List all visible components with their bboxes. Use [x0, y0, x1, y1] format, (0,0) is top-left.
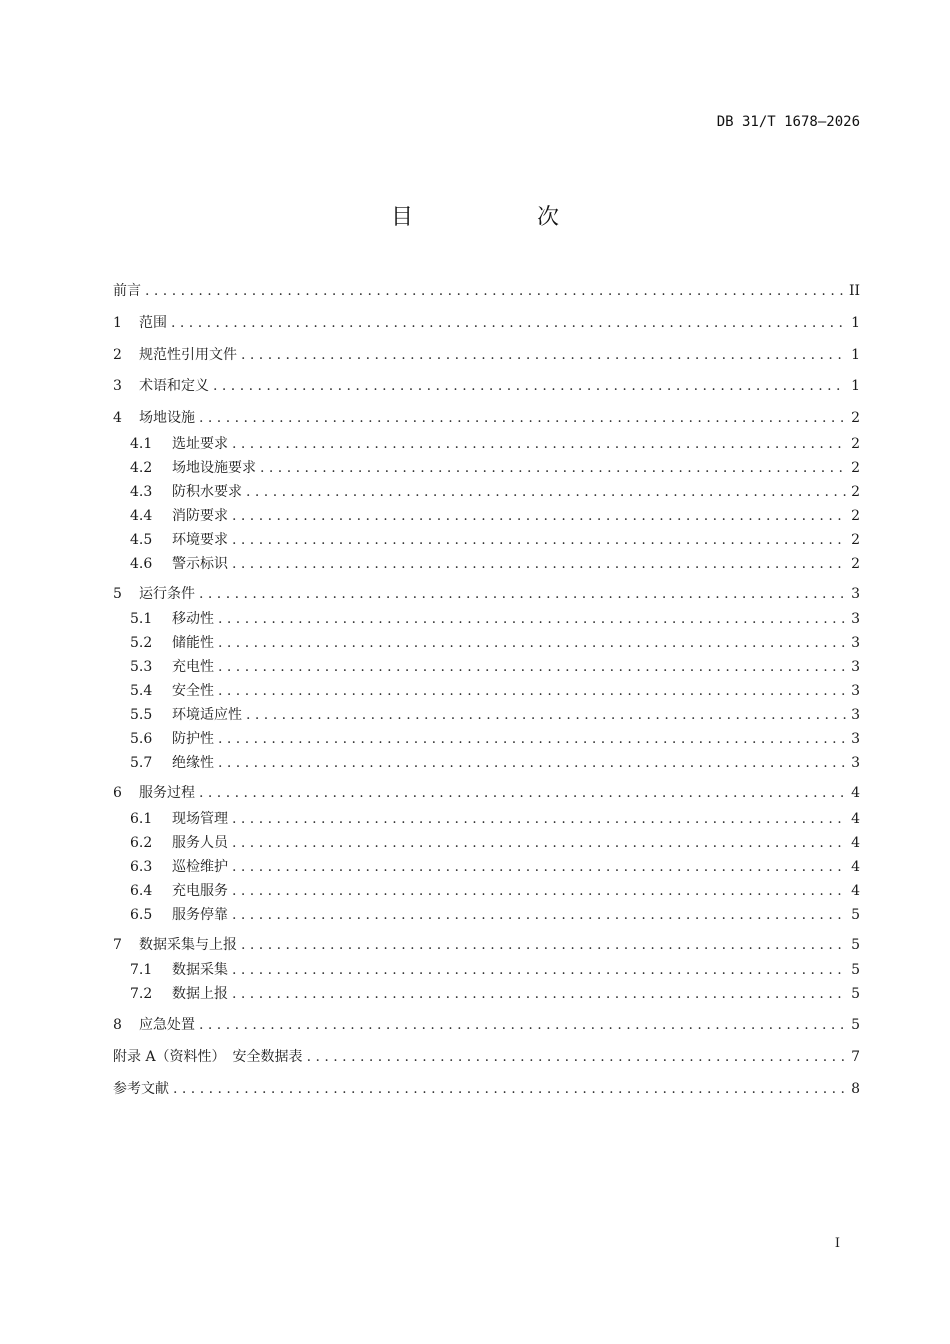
toc-entry[interactable]: [113, 936, 860, 954]
dot-leader: [213, 377, 846, 395]
dot-leader: [246, 706, 846, 724]
toc-entry[interactable]: [130, 531, 860, 549]
toc-entry-label: 充电性: [172, 659, 214, 675]
toc-entry-title: [130, 961, 228, 979]
dot-leader: [218, 754, 846, 772]
toc-entry-title: [130, 754, 214, 772]
dot-leader: [232, 858, 846, 876]
toc-entry-number: 5.6: [130, 731, 153, 747]
toc-entry-number: 6.3: [130, 859, 153, 875]
toc-title: [0, 200, 950, 231]
toc-entry-number: 5.2: [130, 635, 153, 651]
dot-leader: [218, 730, 846, 748]
dot-leader: [232, 555, 846, 573]
toc-entry-label: 绝缘性: [172, 755, 214, 771]
toc-entry-number: 5.5: [130, 707, 153, 723]
toc-entry-number: 7.2: [130, 986, 153, 1002]
toc-entry-label: 选址要求: [172, 436, 228, 452]
toc-entry-number: 4.3: [130, 484, 153, 500]
toc-entry-page: 5: [851, 986, 860, 1002]
toc-entry-page: 5: [851, 937, 860, 953]
toc-entry-page: 5: [851, 962, 860, 978]
toc-entry-label: 数据采集与上报: [139, 937, 237, 953]
toc-entry-label: 巡检维护: [172, 859, 228, 875]
dot-leader: [241, 346, 846, 364]
toc-entry-title: [113, 1016, 195, 1034]
toc-entry-label: 环境适应性: [172, 707, 242, 723]
toc-entry-label: 充电服务: [172, 883, 228, 899]
toc-entry-title: [113, 409, 195, 427]
dot-leader: [232, 834, 846, 852]
toc-entry-number: 4.2: [130, 460, 153, 476]
toc-entry[interactable]: [113, 784, 860, 802]
dot-leader: [218, 658, 846, 676]
toc-entry-label: 前言: [113, 283, 141, 299]
toc-entry-title: [113, 1080, 169, 1098]
toc-entry-number: 7.1: [130, 962, 153, 978]
dot-leader: [199, 784, 846, 802]
toc-entry-page: II: [848, 283, 860, 299]
toc-entry-title: [113, 1048, 303, 1066]
toc-entry-page: 2: [851, 410, 860, 426]
toc-entry-page: 4: [851, 785, 860, 801]
toc-entry-page: 3: [851, 755, 860, 771]
toc-entry-number: 6.5: [130, 907, 153, 923]
toc-entry[interactable]: [130, 658, 860, 676]
toc-entry-page: 1: [851, 315, 860, 331]
toc-entry[interactable]: [113, 282, 860, 300]
toc-entry-label: 运行条件: [139, 586, 195, 602]
toc-entry-title: [113, 585, 195, 603]
dot-leader: [232, 507, 846, 525]
toc-entry-title: [130, 906, 228, 924]
toc-entry-page: 2: [851, 484, 860, 500]
toc-entry-label: 环境要求: [172, 532, 228, 548]
toc-entry-page: 2: [851, 556, 860, 572]
dot-leader: [199, 585, 846, 603]
toc-entry-title: [113, 784, 195, 802]
dot-leader: [173, 1080, 846, 1098]
toc-entry-title: [130, 810, 228, 828]
toc-entry-page: 4: [851, 883, 860, 899]
toc-entry-label: 附录 A（资料性） 安全数据表: [113, 1049, 303, 1065]
dot-leader: [199, 1016, 846, 1034]
toc-entry-number: 4.4: [130, 508, 153, 524]
toc-entry[interactable]: [130, 961, 860, 979]
toc-entry-number: 4.6: [130, 556, 153, 572]
toc-entry-title: [130, 531, 228, 549]
toc-entry-title: [130, 658, 214, 676]
toc-entry[interactable]: [130, 682, 860, 700]
toc-entry-page: 5: [851, 1017, 860, 1033]
toc-entry-title: [130, 882, 228, 900]
dot-leader: [171, 314, 846, 332]
toc-entry-number: 5.7: [130, 755, 153, 771]
dot-leader: [232, 906, 846, 924]
toc-entry[interactable]: [130, 435, 860, 453]
toc-entry-page: 3: [851, 707, 860, 723]
toc-entry[interactable]: [113, 314, 860, 332]
toc-entry-title: [113, 314, 167, 332]
toc-entry-title: [130, 610, 214, 628]
toc-entry[interactable]: [113, 1080, 860, 1098]
toc-entry-page: 5: [851, 907, 860, 923]
toc-entry[interactable]: [130, 834, 860, 852]
toc-entry[interactable]: [130, 985, 860, 1003]
dot-leader: [232, 961, 846, 979]
toc-entry-label: 服务停靠: [172, 907, 228, 923]
toc-entry-number: 6: [113, 785, 122, 801]
toc-entry-title: [130, 985, 228, 1003]
toc-entry-title: [130, 483, 242, 501]
toc-entry[interactable]: [130, 882, 860, 900]
toc-entry-page: 4: [851, 811, 860, 827]
toc-entry-page: 7: [851, 1049, 860, 1065]
toc-title-char-1: 目: [390, 205, 413, 230]
toc-entry-label: 数据上报: [172, 986, 228, 1002]
dot-leader: [218, 634, 846, 652]
toc-entry-number: 6.4: [130, 883, 153, 899]
toc-entry-page: 3: [851, 683, 860, 699]
toc-entry[interactable]: [130, 507, 860, 525]
toc-entry[interactable]: [130, 906, 860, 924]
dot-leader: [241, 936, 846, 954]
dot-leader: [218, 610, 846, 628]
toc-entry-number: 7: [113, 937, 122, 953]
toc-entry-number: 1: [113, 315, 122, 331]
toc-entry-number: 5.3: [130, 659, 153, 675]
toc-entry[interactable]: [113, 377, 860, 395]
toc-entry-page: 2: [851, 508, 860, 524]
toc-entry-title: [130, 435, 228, 453]
toc-entry-title: [130, 634, 214, 652]
toc-entry-number: 5.1: [130, 611, 153, 627]
toc-entry-title: [130, 834, 228, 852]
toc-entry-page: 1: [851, 347, 860, 363]
toc-entry-title: [130, 555, 228, 573]
toc-entry-page: 3: [851, 731, 860, 747]
toc-entry[interactable]: [130, 610, 860, 628]
toc-entry-label: 应急处置: [139, 1017, 195, 1033]
dot-leader: [232, 531, 846, 549]
toc-entry-number: 3: [113, 378, 122, 394]
toc-entry-number: 4.1: [130, 436, 153, 452]
toc-entry[interactable]: [113, 409, 860, 427]
toc-entry-number: 5.4: [130, 683, 153, 699]
toc-entry-label: 术语和定义: [139, 378, 209, 394]
toc-entry-label: 规范性引用文件: [139, 347, 237, 363]
toc-entry-label: 安全性: [172, 683, 214, 699]
toc-entry-page: 1: [851, 378, 860, 394]
toc-entry-title: [113, 936, 237, 954]
toc-entry[interactable]: [113, 1048, 860, 1066]
toc-entry[interactable]: [130, 459, 860, 477]
toc-entry[interactable]: [130, 634, 860, 652]
toc-entry-number: 6.2: [130, 835, 153, 851]
toc-entry-page: 2: [851, 460, 860, 476]
toc-entry-label: 服务过程: [139, 785, 195, 801]
toc-entry[interactable]: [113, 346, 860, 364]
dot-leader: [218, 682, 846, 700]
toc-title-char-2: 次: [537, 205, 560, 230]
dot-leader: [232, 985, 846, 1003]
toc-entry-label: 警示标识: [172, 556, 228, 572]
toc-entry-label: 消防要求: [172, 508, 228, 524]
toc-entry-title: [130, 459, 256, 477]
toc-entry-number: 2: [113, 347, 122, 363]
toc-entry-page: 2: [851, 436, 860, 452]
toc-entry-label: 移动性: [172, 611, 214, 627]
toc-entry-number: 6.1: [130, 811, 153, 827]
toc-entry-page: 3: [851, 611, 860, 627]
toc-entry-label: 场地设施: [139, 410, 195, 426]
toc-entry-number: 8: [113, 1017, 122, 1033]
toc-entry-label: 范围: [139, 315, 167, 331]
dot-leader: [260, 459, 846, 477]
toc-entry-title: [130, 706, 242, 724]
page-number: I: [834, 1236, 840, 1251]
dot-leader: [199, 409, 846, 427]
toc-entry-title: [113, 282, 141, 300]
toc-entry-page: 4: [851, 835, 860, 851]
toc-entry[interactable]: [130, 858, 860, 876]
toc-entry[interactable]: [113, 1016, 860, 1034]
dot-leader: [145, 282, 845, 300]
toc-entry-number: 5: [113, 586, 122, 602]
toc-entry[interactable]: [130, 730, 860, 748]
toc-entry-number: 4: [113, 410, 122, 426]
toc-entry-label: 现场管理: [172, 811, 228, 827]
toc-entry-title: [130, 730, 214, 748]
toc-entry-label: 防积水要求: [172, 484, 242, 500]
dot-leader: [232, 810, 846, 828]
toc-entry-label: 服务人员: [172, 835, 228, 851]
toc-entry-label: 储能性: [172, 635, 214, 651]
toc-entry-page: 3: [851, 659, 860, 675]
dot-leader: [232, 435, 846, 453]
toc-entry[interactable]: [130, 555, 860, 573]
dot-leader: [232, 882, 846, 900]
toc-entry-label: 数据采集: [172, 962, 228, 978]
toc-entry-title: [130, 682, 214, 700]
toc-entry-page: 4: [851, 859, 860, 875]
toc-entry[interactable]: [130, 754, 860, 772]
toc-entry-page: 3: [851, 635, 860, 651]
toc-entry-number: 4.5: [130, 532, 153, 548]
toc-entry-label: 防护性: [172, 731, 214, 747]
toc-entry-page: 8: [851, 1081, 860, 1097]
dot-leader: [307, 1048, 846, 1066]
toc-entry-page: 3: [851, 586, 860, 602]
toc-entry-title: [130, 858, 228, 876]
toc-entry-label: 参考文献: [113, 1081, 169, 1097]
toc-entry[interactable]: [130, 810, 860, 828]
toc-entry-page: 2: [851, 532, 860, 548]
toc-entry-title: [113, 377, 209, 395]
toc-entry-title: [113, 346, 237, 364]
dot-leader: [246, 483, 846, 501]
toc-entry[interactable]: [130, 706, 860, 724]
document-code: DB 31/T 1678—2026: [716, 114, 860, 130]
toc-entry-title: [130, 507, 228, 525]
toc-entry[interactable]: [130, 483, 860, 501]
toc-entry[interactable]: [113, 585, 860, 603]
toc-entry-label: 场地设施要求: [172, 460, 256, 476]
